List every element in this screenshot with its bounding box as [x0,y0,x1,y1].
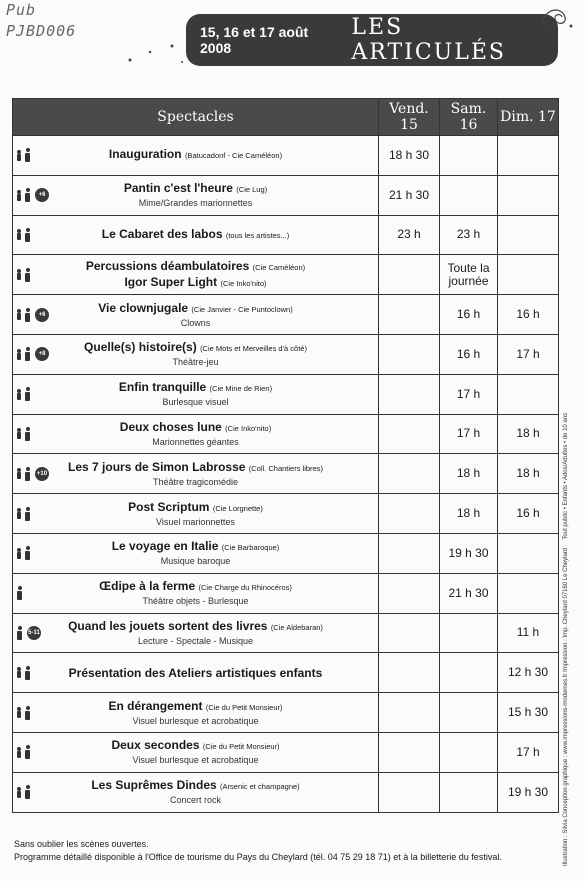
column-header-saturday: Sam. 16 [440,99,498,136]
child-icon [16,190,22,201]
swirl-ornament-icon [537,2,577,32]
audience-icons [16,586,23,600]
show-genre: Musique baroque [160,556,231,567]
show-genre: Clowns [180,317,211,328]
show-cell [13,693,379,733]
person-icon [24,507,31,521]
time-sunday: 18 h [498,414,559,454]
show-genre: Visuel burlesque et acrobatique [132,715,259,726]
show-company: (Cie Mine de Rien) [209,384,273,394]
time-friday [379,334,440,374]
show-company: (Cie Caméléon) [252,262,306,272]
show-cell [13,732,379,772]
audience-icons [16,188,49,202]
time-friday: 23 h [379,215,440,255]
time-friday [379,653,440,693]
person-icon [24,467,31,481]
child-icon [16,428,22,439]
audience-icons [16,148,31,162]
table-row [13,653,559,693]
show-cell [13,175,379,215]
person-icon [24,387,31,401]
table-row [13,374,559,414]
child-icon [16,150,22,161]
footer-line-1: Sans oublier les scènes ouvertes. [14,839,149,849]
time-friday [379,533,440,573]
child-icon [16,508,22,519]
person-icon [24,268,31,282]
child-icon [16,667,22,678]
show-cell [13,215,379,255]
table-row [13,732,559,772]
person-icon [16,626,23,640]
person-icon [24,347,31,361]
person-icon [16,586,23,600]
program-table [12,98,559,813]
show-company: (tous les artistes...) [225,230,290,240]
time-saturday: 17 h [440,374,498,414]
audience-icons [16,507,31,521]
child-icon [16,747,22,758]
footer [14,838,502,864]
audience-icons [16,706,31,720]
show-cell [13,613,379,653]
time-saturday [440,653,498,693]
time-saturday [440,175,498,215]
audience-icons [16,666,31,680]
audience-icons [16,546,31,560]
time-sunday [498,573,559,613]
audience-icons [16,745,31,759]
festival-dates: 15, 16 et 17 août 2008 [200,24,309,56]
audience-icons [16,268,31,282]
table-row [13,295,559,335]
time-friday [379,295,440,335]
show-company: (Cie Lorgnette) [212,503,263,513]
time-saturday [440,613,498,653]
audience-icons [16,467,49,481]
show-company: (Cie Janvier - Cie Puntoclown) [191,304,293,314]
person-icon [24,785,31,799]
time-saturday: 18 h [440,454,498,494]
time-saturday: 16 h [440,334,498,374]
time-saturday [440,772,498,812]
time-saturday: 19 h 30 [440,533,498,573]
child-icon [16,787,22,798]
decorative-dots [120,40,190,70]
time-friday [379,414,440,454]
footer-line-2: Programme détaillé disponible à l'Office de tourisme du Pays du Cheylard (tél. 04 75 29 18 71) et à la billetterie du festival. [14,852,502,862]
child-icon [16,269,22,280]
table-row [13,693,559,733]
time-friday [379,374,440,414]
table-row [13,175,559,215]
show-company: (Cie du Petit Monsieur) [202,742,280,752]
audience-icons [16,347,49,361]
show-cell [13,494,379,534]
time-saturday: 17 h [440,414,498,454]
time-saturday [440,693,498,733]
show-title: Quand les jouets sortent des livres [68,618,268,633]
program-rows [13,136,559,813]
show-genre: Visuel marionnettes [156,516,235,527]
time-saturday: 21 h 30 [440,573,498,613]
show-title: Vie clownjugale [98,300,189,315]
show-company: (Cie Aldebaran) [270,622,323,632]
show-genre: Visuel burlesque et acrobatique [132,755,259,766]
time-sunday [498,175,559,215]
show-title: Percussions déambulatoires [85,258,250,273]
show-cell [13,653,379,693]
person-icon [24,546,31,560]
audience-legend: Tout public • Enfants • Ados/Adultes • de 10 ans [563,412,569,540]
show-genre: Théâtre-jeu [172,357,219,368]
handwritten-line-1: Pub [6,1,37,19]
age-badge-icon: 5-11 [27,626,41,640]
show-title: Quelle(s) histoire(s) [84,340,197,355]
show-cell [13,136,379,176]
show-cell [13,573,379,613]
show-cell [13,772,379,812]
show-company: (Cie Charge du Rhinocéros) [198,583,292,593]
show-cell [13,533,379,573]
show-title: Œdipe à la ferme [99,579,196,594]
table-row [13,573,559,613]
time-friday [379,772,440,812]
show-title: Présentation des Ateliers artistiques enfants [68,665,323,680]
time-friday [379,613,440,653]
audience-icons [16,308,49,322]
handwritten-note [6,0,76,42]
age-badge-icon: +6 [35,308,49,322]
time-friday [379,732,440,772]
show-company: (Cie Inko'nito) [225,423,272,433]
time-friday: 21 h 30 [379,175,440,215]
show-title: Post Scriptum [128,499,210,514]
time-sunday: 16 h [498,494,559,534]
time-friday [379,454,440,494]
table-row [13,255,559,295]
time-sunday: 12 h 30 [498,653,559,693]
time-friday [379,494,440,534]
show-title: Deux choses lune [119,419,222,434]
person-icon [24,228,31,242]
show-genre: Mime/Grandes marionnettes [138,198,253,209]
table-row [13,494,559,534]
show-genre: Concert rock [169,795,222,806]
time-sunday: 18 h [498,454,559,494]
time-sunday [498,374,559,414]
table-row [13,136,559,176]
time-sunday: 19 h 30 [498,772,559,812]
show-title: Les Suprêmes Dindes [91,778,217,793]
person-icon [24,706,31,720]
show-company: (Batucadonf - Cie Caméléon) [184,151,283,161]
show-company: (Cie Mots et Merveilles d'à côté) [200,344,307,354]
person-icon [24,745,31,759]
age-badge-icon: +10 [35,467,49,481]
person-icon [24,148,31,162]
column-header-shows: Spectacles [13,99,379,136]
audience-icons [16,228,31,242]
show-title: Le voyage en Italie [111,539,219,554]
show-title: En dérangement [108,698,203,713]
table-row [13,772,559,812]
table-row [13,454,559,494]
time-saturday: 23 h [440,215,498,255]
age-badge-icon: +6 [35,188,49,202]
time-sunday: 15 h 30 [498,693,559,733]
show-genre: Burlesque visuel [162,397,229,408]
time-sunday [498,215,559,255]
time-friday [379,255,440,295]
show-title: Igor Super Light [124,274,218,289]
time-saturday: 16 h [440,295,498,335]
show-cell [13,454,379,494]
child-icon [16,707,22,718]
child-icon [16,349,22,360]
time-sunday [498,136,559,176]
show-title: Les 7 jours de Simon Labrosse [68,459,246,474]
table-row [13,533,559,573]
child-icon [16,389,22,400]
child-icon [16,548,22,559]
show-title: Deux secondes [111,738,200,753]
audience-icons [16,785,31,799]
time-sunday: 11 h [498,613,559,653]
show-cell [13,334,379,374]
audience-icons [16,387,31,401]
show-company: (Coll. Chantiers libres) [248,463,323,473]
show-company: (Cie Lug) [236,185,268,195]
show-company: (Cie Inko'nito) [220,278,267,288]
table-row [13,414,559,454]
show-company: (Arsenic et champagne) [220,782,300,792]
time-sunday [498,533,559,573]
audience-icons [16,427,31,441]
time-friday [379,693,440,733]
child-icon [16,468,22,479]
show-cell [13,295,379,335]
side-credits: Illustration : Silvia Conception graphique : www.impressions-modernes.fr Impression : Imp. Cheylard 07160 Le Cheylard [563,547,569,866]
time-saturday: 18 h [440,494,498,534]
festival-name: LES ARTICULÉS [351,15,506,65]
festival-banner [186,14,558,66]
child-icon [16,229,22,240]
show-cell [13,255,379,295]
column-header-sunday: Dim. 17 [498,99,559,136]
time-sunday: 16 h [498,295,559,335]
show-company: (Cie du Petit Monsieur) [205,702,283,712]
show-title: Enfin tranquille [118,380,207,395]
person-icon [24,308,31,322]
time-friday: 18 h 30 [379,136,440,176]
table-row [13,613,559,653]
show-cell [13,374,379,414]
show-genre: Marionnettes géantes [152,436,239,447]
person-icon [24,188,31,202]
child-icon [16,309,22,320]
handwritten-line-2: PJBD006 [6,22,77,40]
time-saturday [440,732,498,772]
show-company: (Cie Barbaroque) [221,543,280,553]
age-badge-icon: +8 [35,347,49,361]
column-header-friday: Vend. 15 [379,99,440,136]
show-genre: Lecture - Spectale - Musique [137,635,254,646]
table-header-row [13,99,559,136]
show-title: Le Cabaret des labos [101,226,223,241]
time-sunday: 17 h [498,732,559,772]
person-icon [24,666,31,680]
table-row [13,215,559,255]
show-genre: Théâtre tragicomédie [152,476,239,487]
time-saturday: Toute la journée [440,255,498,295]
time-sunday: 17 h [498,334,559,374]
person-icon [24,427,31,441]
show-title: Inauguration [108,147,182,162]
table-row [13,334,559,374]
audience-icons [16,626,41,640]
time-sunday [498,255,559,295]
show-genre: Théâtre objets - Burlesque [142,596,249,607]
side-text [563,413,569,866]
time-friday [379,573,440,613]
show-cell [13,414,379,454]
show-title: Pantin c'est l'heure [123,181,233,196]
time-saturday [440,136,498,176]
